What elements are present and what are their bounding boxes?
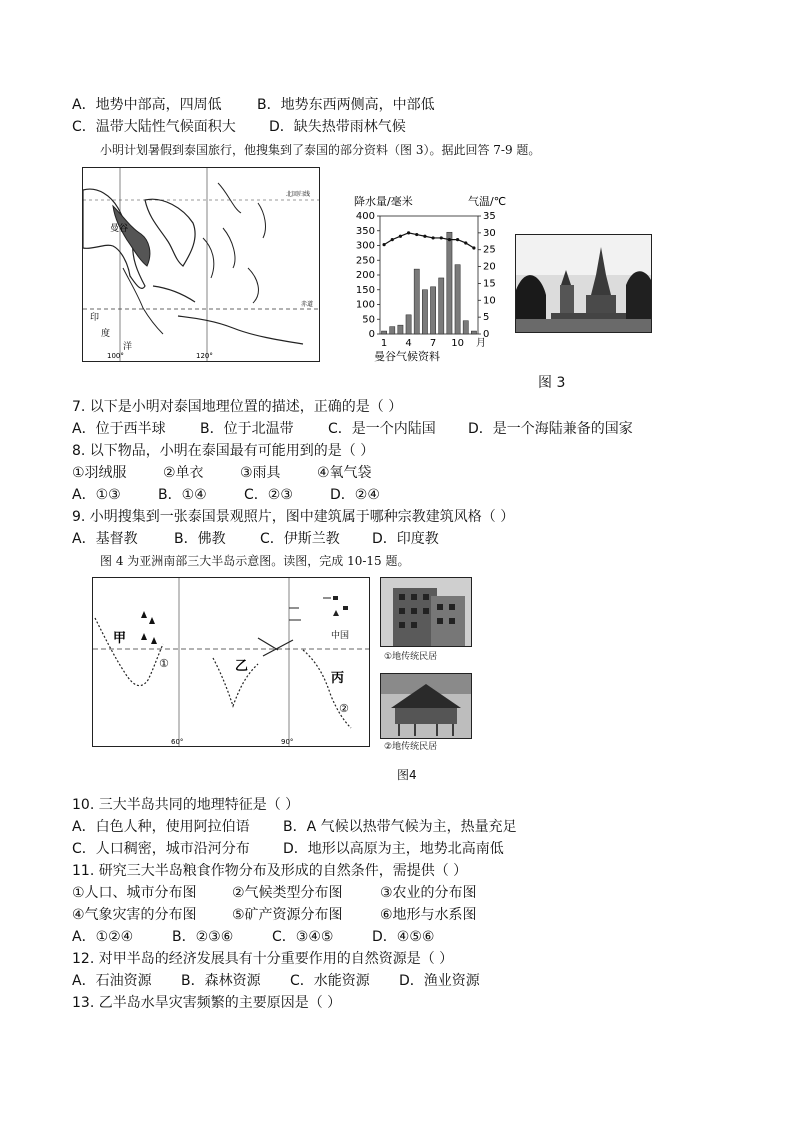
q12-stem: 12. 对甲半岛的经济发展具有十分重要作用的自然资源是（ ） <box>72 951 454 967</box>
y2-tick-label: 30 <box>483 227 496 239</box>
temperature-point <box>431 236 434 239</box>
q6-option-a: A．地势中部高，四周低 <box>72 97 222 113</box>
precip-bar <box>406 315 411 334</box>
map-label-equator: 赤道 <box>301 301 314 308</box>
q6-option-c: C．温带大陆性气候面积大 <box>72 119 236 135</box>
q11-item-1: ①人口、城市分布图 <box>72 885 197 901</box>
chart-left-axis-title: 降水量/毫米 <box>354 195 413 208</box>
q8-item-3: ③雨具 <box>240 465 281 481</box>
q9-option-c: C．伊斯兰教 <box>260 531 340 547</box>
q7-option-d: D．是一个海陆兼备的国家 <box>468 421 633 437</box>
q12-option-b: B．森林资源 <box>181 973 261 989</box>
precip-bar <box>430 287 435 334</box>
climate-chart-svg <box>350 194 510 364</box>
temperature-point <box>382 243 385 246</box>
q9-option-d: D．印度教 <box>372 531 439 547</box>
temperature-point <box>407 231 410 234</box>
map-label-yi: 乙 <box>235 659 249 674</box>
map-label-du: 度 <box>101 329 111 339</box>
q9-options <box>72 529 439 549</box>
q6-options-row1 <box>72 95 435 115</box>
q11-stem: 11. 研究三大半岛粮食作物分布及形成的自然条件，需提供（ ） <box>72 863 468 879</box>
q10-options-row1 <box>72 817 517 837</box>
fig4-label: 图4 <box>397 768 417 782</box>
x-tick-label: 10 <box>451 338 464 349</box>
q8-option-b: B．①④ <box>158 487 207 503</box>
precip-bar <box>447 232 452 334</box>
y-tick-label: 100 <box>355 299 375 311</box>
fig3-map <box>82 167 320 362</box>
house2-caption: ②地传统民居 <box>384 742 438 752</box>
temple-photo-drawing <box>516 235 651 332</box>
fig3-climate-chart <box>350 194 510 364</box>
fig3-map-drawing <box>83 168 319 361</box>
precip-bar <box>455 265 460 334</box>
q10-options-row2 <box>72 839 504 859</box>
y2-tick-label: 25 <box>483 244 496 256</box>
intro-10-15: 图 4 为亚洲南部三大半岛示意图。读图，完成 10-15 题。 <box>100 554 410 568</box>
q8-option-d: D．②④ <box>330 487 380 503</box>
q10-stem: 10. 三大半岛共同的地理特征是（ ） <box>72 797 300 813</box>
precip-bar <box>471 331 476 334</box>
q11-item-5: ⑤矿产资源分布图 <box>232 907 343 923</box>
map-label-c1: ① <box>159 657 169 670</box>
fig4-map-drawing <box>93 578 369 746</box>
q11-options <box>72 927 434 947</box>
q8-items <box>72 463 372 483</box>
x-unit-label: 月 <box>476 338 486 349</box>
house2-photo <box>380 673 472 739</box>
q8-option-a: A．①③ <box>72 487 121 503</box>
q11-option-a: A．①②④ <box>72 929 134 945</box>
y-tick-label: 400 <box>355 211 375 222</box>
map-label-lon120: 120° <box>196 352 213 360</box>
y2-tick-label: 5 <box>483 312 490 324</box>
y2-tick-label: 10 <box>483 295 496 307</box>
q8-item-1: ①羽绒服 <box>72 465 127 481</box>
y-tick-label: 250 <box>355 255 375 267</box>
q9-option-b: B．佛教 <box>174 531 226 547</box>
temperature-line <box>384 233 474 248</box>
q6-options-row2 <box>72 117 406 137</box>
q7-option-b: B．位于北温带 <box>200 421 294 437</box>
q11-option-c: C．③④⑤ <box>272 929 334 945</box>
temperature-point <box>440 236 443 239</box>
y2-tick-label: 20 <box>483 261 496 273</box>
map-label-jia: 甲 <box>113 631 127 646</box>
q13-stem: 13. 乙半岛水旱灾害频繁的主要原因是（ ） <box>72 995 342 1011</box>
q7-stem: 7. 以下是小明对泰国地理位置的描述，正确的是（ ） <box>72 399 403 415</box>
temperature-point <box>423 235 426 238</box>
precip-bar <box>381 331 386 334</box>
q6-option-d: D．缺失热带雨林气候 <box>269 119 406 135</box>
map-label-lon90: 90° <box>281 738 294 746</box>
temperature-point <box>391 238 394 241</box>
q9-option-a: A．基督教 <box>72 531 138 547</box>
y-tick-label: 0 <box>368 329 375 340</box>
q6-option-b: B．地势东西两侧高，中部低 <box>257 97 435 113</box>
fig3-label: 图 3 <box>538 375 566 391</box>
precip-bar <box>439 278 444 334</box>
map-label-bing: 丙 <box>331 671 345 686</box>
q10-option-c: C．人口稠密，城市沿河分布 <box>72 841 250 857</box>
house1-drawing <box>381 578 471 646</box>
q12-options <box>72 971 480 991</box>
temple-photo <box>515 234 652 333</box>
q11-item-3: ③农业的分布图 <box>380 885 477 901</box>
q10-option-a: A．白色人种，使用阿拉伯语 <box>72 819 250 835</box>
fig4-map <box>92 577 370 747</box>
q9-stem: 9. 小明搜集到一张泰国景观照片，图中建筑属于哪种宗教建筑风格（ ） <box>72 509 515 525</box>
map-label-lon100: 100° <box>107 352 124 360</box>
q10-option-b: B．A 气候以热带气候为主，热量充足 <box>283 819 517 835</box>
y-tick-label: 300 <box>355 240 375 252</box>
chart-caption: 曼谷气候资料 <box>374 350 440 363</box>
x-tick-label: 7 <box>429 338 437 349</box>
chart-frame <box>380 216 478 334</box>
chart-right-axis-title: 气温/℃ <box>468 195 507 208</box>
map-label-c2: ② <box>339 702 349 715</box>
map-label-yang: 洋 <box>123 342 133 352</box>
house1-caption: ①地传统民居 <box>384 652 438 662</box>
x-tick-label: 1 <box>380 338 388 349</box>
y-tick-label: 350 <box>355 225 375 237</box>
map-label-zhongguo: 中国 <box>331 631 350 641</box>
q12-option-a: A．石油资源 <box>72 973 152 989</box>
q11-item-4: ④气象灾害的分布图 <box>72 907 197 923</box>
house1-photo <box>380 577 472 647</box>
temperature-point <box>464 241 467 244</box>
q11-option-d: D．④⑤⑥ <box>372 929 435 945</box>
y-tick-label: 200 <box>355 270 375 281</box>
temperature-point <box>456 238 459 241</box>
q12-option-c: C．水能资源 <box>290 973 370 989</box>
temperature-point <box>399 235 402 238</box>
q10-option-d: D．地形以高原为主，地势北高南低 <box>283 841 504 857</box>
q11-item-6: ⑥地形与水系图 <box>380 907 477 923</box>
y2-tick-label: 0 <box>483 329 490 340</box>
intro-7-9: 小明计划暑假到泰国旅行，他搜集到了泰国的部分资料（图 3）。据此回答 7-9 题。 <box>100 143 541 157</box>
house2-drawing <box>381 674 471 738</box>
temperature-point <box>415 233 418 236</box>
map-label-bangkok: 曼谷 <box>110 224 129 234</box>
x-tick-label: 4 <box>405 338 412 349</box>
q11-items-row2 <box>72 905 477 925</box>
q7-option-a: A．位于西半球 <box>72 421 166 437</box>
temperature-point <box>448 238 451 241</box>
y2-tick-label: 35 <box>483 211 496 222</box>
q8-item-2: ②单衣 <box>163 465 204 481</box>
temperature-point <box>472 246 475 249</box>
q7-option-c: C．是一个内陆国 <box>328 421 436 437</box>
y2-tick-label: 15 <box>483 278 496 290</box>
precip-bar <box>414 269 419 334</box>
q8-options <box>72 485 380 505</box>
q8-stem: 8. 以下物品，小明在泰国最有可能用到的是（ ） <box>72 443 375 459</box>
q7-options <box>72 419 633 439</box>
y-tick-label: 150 <box>355 284 375 296</box>
precip-bar <box>422 290 427 334</box>
q8-item-4: ④氧气袋 <box>317 465 372 481</box>
precip-bar <box>390 327 395 334</box>
q12-option-d: D．渔业资源 <box>399 973 480 989</box>
map-label-lon60: 60° <box>171 738 184 746</box>
precip-bar <box>398 325 403 334</box>
y-tick-label: 50 <box>362 314 375 326</box>
precip-bar <box>463 321 468 334</box>
q8-option-c: C．②③ <box>244 487 293 503</box>
map-label-tropic: 北回归线 <box>286 191 311 198</box>
map-label-yin: 印 <box>90 313 100 323</box>
q11-items-row1 <box>72 883 477 903</box>
q11-item-2: ②气候类型分布图 <box>232 885 343 901</box>
q11-option-b: B．②③⑥ <box>172 929 234 945</box>
